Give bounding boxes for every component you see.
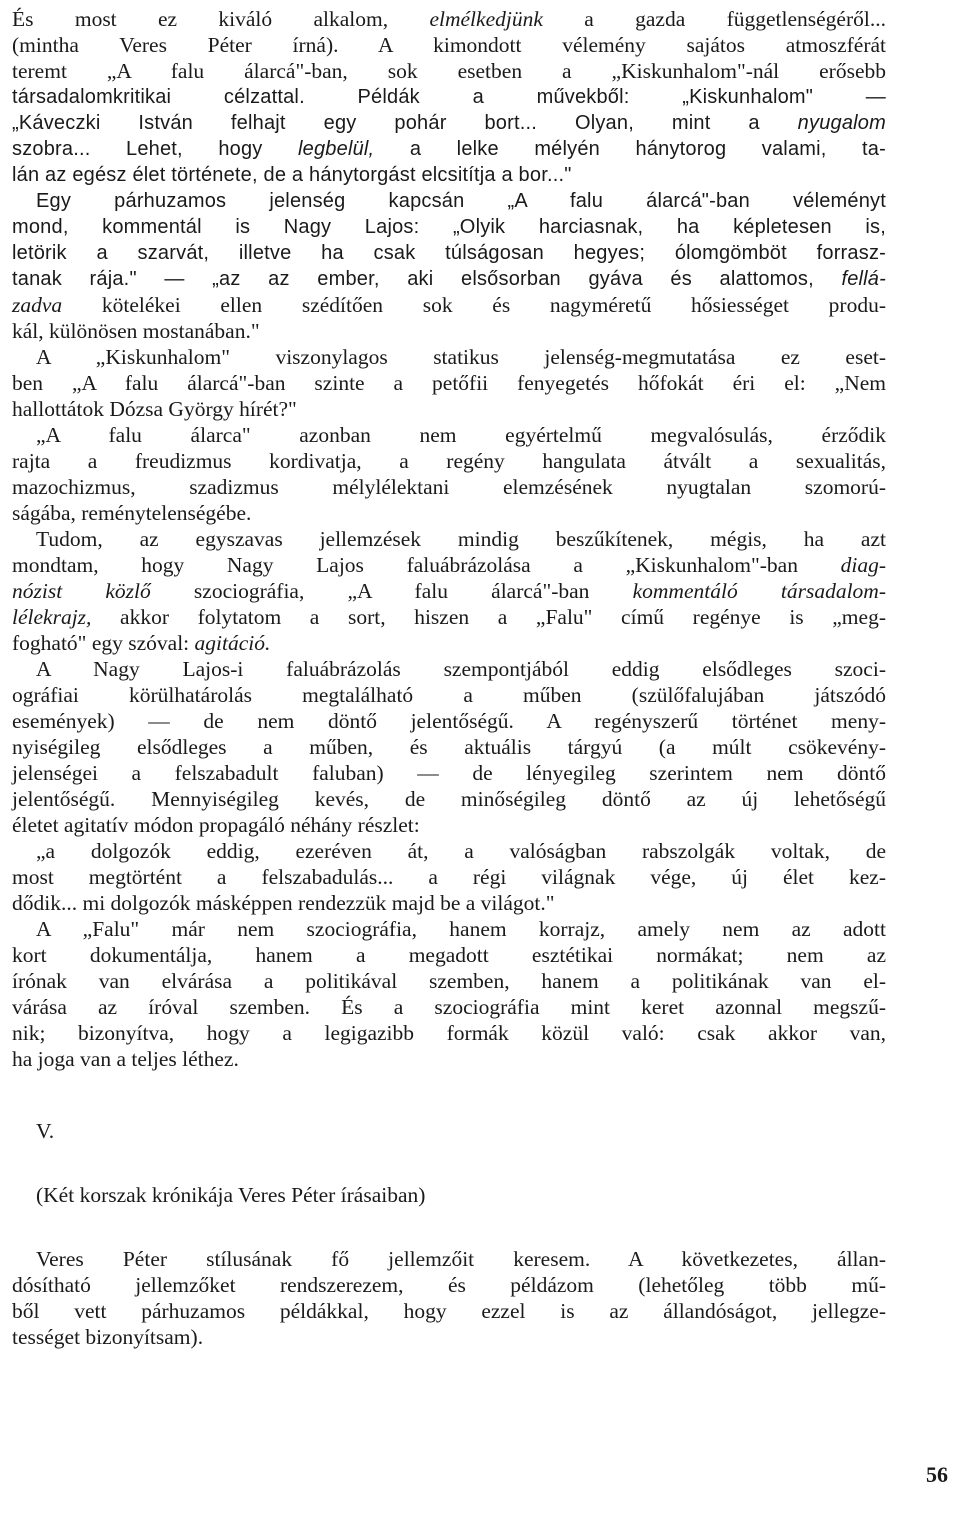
text-line: jelentőségű. Mennyiségileg kevés, de minőségileg döntő az új lehetőségű — [12, 787, 886, 811]
text-line: tanak rája." — „az az ember, aki elsősorban gyáva és alattomos, fellá- — [12, 268, 886, 290]
text-line: szobra... Lehet, hogy legbelül, a lelke mélyén hánytorog valami, ta- — [12, 138, 886, 160]
page-number: 56 — [926, 1462, 948, 1487]
text-line: hallottátok Dózsa György hírét?" — [12, 397, 297, 421]
text-line: A „Kiskunhalom" viszonylagos statikus jelenség-megmutatása ez eset- — [36, 345, 886, 369]
text-line: nik; bizonyítva, hogy a legigazibb formák közül való: csak akkor van, — [12, 1021, 886, 1045]
text-line: ha joga van a teljes léthez. — [12, 1047, 239, 1071]
text-line: nyiségileg elsődleges a műben, és aktuális tárgyú (a múlt csökevény- — [12, 735, 886, 759]
text-line: Tudom, az egyszavas jellemzések mindig beszűkítenek, mégis, ha azt — [36, 527, 886, 551]
text-line: „Káveczki István felhajt egy pohár bort... Olyan, mint a nyugalom — [12, 112, 886, 134]
text-line: A Nagy Lajos-i faluábrázolás szempontjából eddig elsődleges szoci- — [36, 657, 886, 681]
text-line: mondtam, hogy Nagy Lajos faluábrázolása a „Kiskunhalom"-ban diag- — [12, 553, 886, 577]
text-line: dósítható jellemzőket rendszerezem, és példázom (lehetőleg több mű- — [12, 1273, 886, 1297]
text-line: A „Falu" már nem szociográfia, hanem korrajz, amely nem az adott — [36, 917, 886, 941]
text-line: Egy párhuzamos jelenség kapcsán „A falu álarcá"-ban véleményt — [36, 190, 886, 212]
text-line: kort dokumentálja, hanem a megadott esztétikai normákat; nem az — [12, 943, 886, 967]
text-line: ságába, reménytelenségébe. — [12, 501, 252, 525]
text-line: rajta a freudizmus kordivatja, a regény hangulata átvált a sexualitás, — [12, 449, 886, 473]
text-line: társadalomkritikai célzattal. Példák a művekből: „Kiskunhalom" — — [12, 86, 886, 108]
text-line: dődik... mi dolgozók másképpen rendezzük majd be a világot." — [12, 891, 555, 915]
text-line: Veres Péter stílusának fő jellemzőit keresem. A következetes, állan- — [36, 1247, 886, 1271]
text-line: (mintha Veres Péter írná). A kimondott vélemény sajátos atmoszférát — [12, 33, 886, 57]
text-line: kál, különösen mostanában." — [12, 319, 260, 343]
text-line: események) — de nem döntő jelentőségű. A regényszerű történet meny- — [12, 709, 886, 733]
section-numeral: V. — [36, 1119, 55, 1143]
text-line: zadva kötelékei ellen szédítően sok és nagyméretű hősiességet produ- — [12, 293, 886, 317]
text-line: ből vett párhuzamos példákkal, hogy ezzel is az állandóságot, jellegze- — [12, 1299, 886, 1323]
text-line: lélekrajz, akkor folytatom a sort, hiszen a „Falu" című regénye is „meg- — [12, 605, 886, 629]
text-line: „a dolgozók eddig, ezeréven át, a valóságban rabszolgák voltak, de — [36, 839, 886, 863]
text-line: „A falu álarca" azonban nem egyértelmű megvalósulás, érződik — [36, 423, 886, 447]
section-subtitle: (Két korszak krónikája Veres Péter írásaiban) — [36, 1183, 426, 1207]
text-line: teremt „A falu álarcá"-ban, sok esetben a „Kiskunhalom"-nál erősebb — [12, 59, 886, 83]
text-line: jelenségei a felszabadult faluban) — de lényegileg szerintem nem döntő — [12, 761, 886, 785]
text-line: életet agitatív módon propagáló néhány részlet: — [12, 813, 420, 837]
text-line: mazochizmus, szadizmus mélylélektani elemzésének nyugtalan szomorú- — [12, 475, 886, 499]
text-line: És most ez kiváló alkalom, elmélkedjünk a gazda függetlenségéről... — [12, 7, 886, 31]
text-line: letörik a szarvát, illetve ha csak túlságosan hegyes; ólomgömböt forrasz- — [12, 242, 886, 264]
text-line: várása az íróval szemben. És a szociográfia mint keret azonnal megszű- — [12, 995, 886, 1019]
text-line: ben „A falu álarcá"-ban szinte a petőfii fenyegetés hőfokát éri el: „Nem — [12, 371, 886, 395]
text-line: tességet bizonyítsam). — [12, 1325, 204, 1349]
text-line: lán az egész élet története, de a hánytorgást elcsitítja a bor..." — [12, 164, 572, 186]
text-line: nózist közlő szociográfia, „A falu álarcá"-ban kommentáló társadalom- — [12, 579, 886, 603]
text-line: fogható" egy szóval: agitáció. — [12, 631, 271, 655]
text-line: ográfiai körülhatárolás megtalálható a műben (szülőfalujában játszódó — [12, 683, 886, 707]
text-line: most megtörtént a felszabadulás... a régi világnak vége, új élet kez- — [12, 865, 886, 889]
text-line: írónak van elvárása a politikával szemben, hanem a politikának van el- — [12, 969, 886, 993]
text-line: mond, kommentál is Nagy Lajos: „Olyik harciasnak, ha képletesen is, — [12, 216, 886, 238]
